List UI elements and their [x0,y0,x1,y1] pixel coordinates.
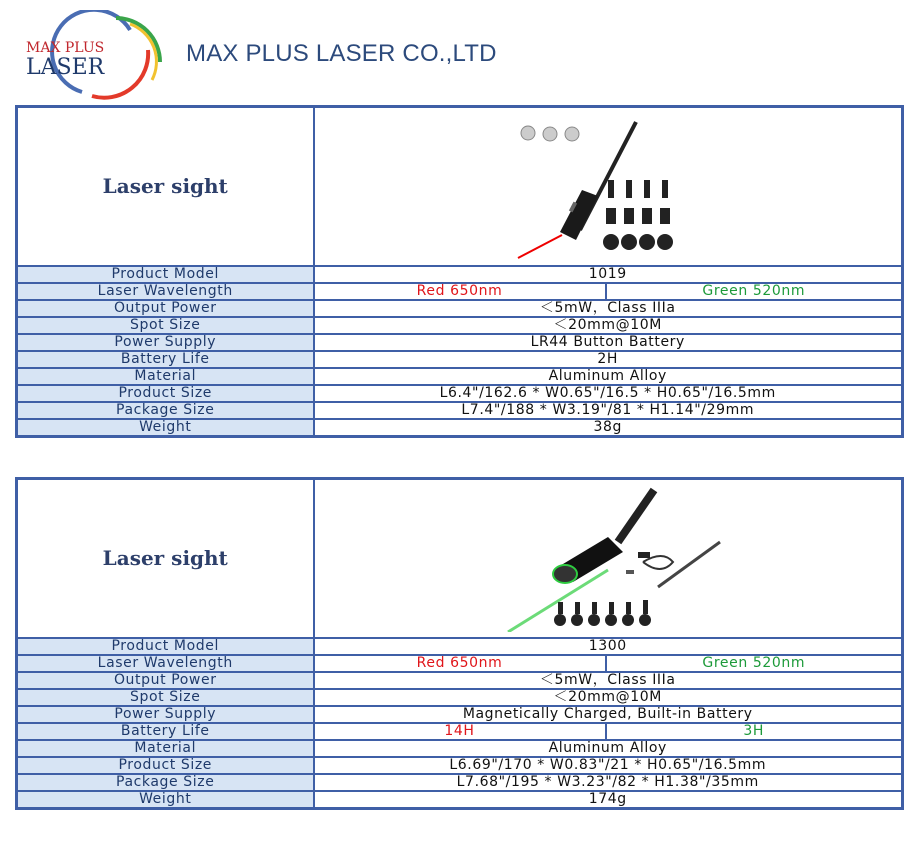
value-package-size: L7.4"/188 * W3.19"/81 * H1.14"/29mm [314,402,903,419]
label-output-power: Output Power [17,300,314,317]
value-product-size: L6.69"/170 * W0.83"/21 * H0.65"/16.5mm [314,757,903,774]
spec-table-1300 [15,477,904,810]
value-wavelength-red: Red 650nm [314,655,606,672]
product-name: Laser sight [17,107,314,267]
logo-line1: MAX PLUS [26,40,105,56]
label-product-model: Product Model [17,266,314,283]
label-spot-size: Spot Size [17,317,314,334]
value-power-supply: Magnetically Charged, Built-in Battery [314,706,903,723]
company-logo [20,10,170,100]
value-wavelength-green: Green 520nm [606,283,903,300]
value-product-size: L6.4"/162.6 * W0.65"/16.5 * H0.65"/16.5mm [314,385,903,402]
label-product-model: Product Model [17,638,314,655]
value-output-power: ＜5mW，Class IIIa [314,672,903,689]
laser-sight-1300-image [458,482,758,632]
logo-line2: LASER [26,55,105,80]
spec-table-1019 [15,105,904,438]
label-package-size: Package Size [17,402,314,419]
value-battery-life: 2H [314,351,903,368]
value-spot-size: ＜20mm@10M [314,689,903,706]
value-weight: 174g [314,791,903,809]
value-material: Aluminum Alloy [314,368,903,385]
value-package-size: L7.68"/195 * W3.23"/82 * H1.38"/35mm [314,774,903,791]
value-wavelength-green: Green 520nm [606,655,903,672]
label-output-power: Output Power [17,672,314,689]
label-weight: Weight [17,419,314,437]
value-power-supply: LR44 Button Battery [314,334,903,351]
label-package-size: Package Size [17,774,314,791]
label-spot-size: Spot Size [17,689,314,706]
value-spot-size: ＜20mm@10M [314,317,903,334]
value-product-model: 1300 [314,638,903,655]
value-weight: 38g [314,419,903,437]
value-product-model: 1019 [314,266,903,283]
label-weight: Weight [17,791,314,809]
company-name: MAX PLUS LASER CO.,LTD [186,40,497,67]
label-battery-life: Battery Life [17,351,314,368]
label-laser-wavelength: Laser Wavelength [17,655,314,672]
label-material: Material [17,740,314,757]
value-material: Aluminum Alloy [314,740,903,757]
value-wavelength-red: Red 650nm [314,283,606,300]
product-image [314,107,903,267]
value-output-power: ＜5mW，Class IIIa [314,300,903,317]
label-product-size: Product Size [17,385,314,402]
label-laser-wavelength: Laser Wavelength [17,283,314,300]
label-power-supply: Power Supply [17,334,314,351]
label-material: Material [17,368,314,385]
label-power-supply: Power Supply [17,706,314,723]
product-image [314,479,903,639]
product-name: Laser sight [17,479,314,639]
value-battery-life-green: 3H [606,723,903,740]
label-product-size: Product Size [17,757,314,774]
label-battery-life: Battery Life [17,723,314,740]
laser-sight-1019-image [458,110,758,260]
value-battery-life-red: 14H [314,723,606,740]
